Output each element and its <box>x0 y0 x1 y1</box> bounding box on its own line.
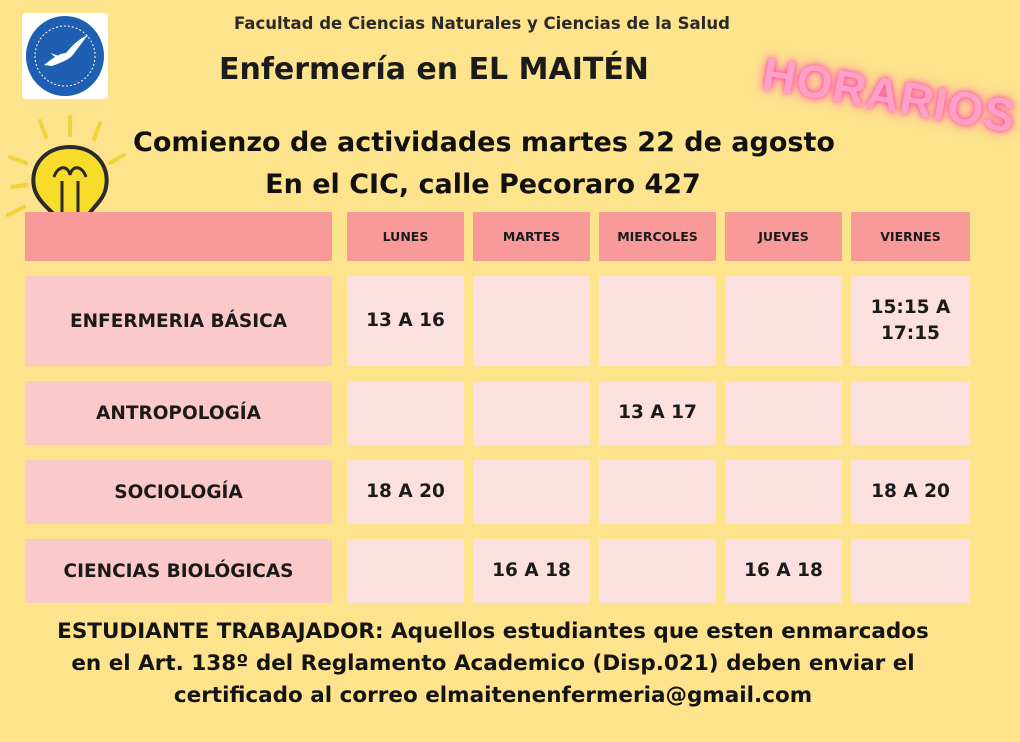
schedule-cell <box>599 276 716 366</box>
faculty-name: Facultad de Ciencias Naturales y Ciencias de la Salud <box>234 14 730 33</box>
schedule-cell: 15:15 A 17:15 <box>851 276 970 366</box>
schedule-cell <box>725 381 842 445</box>
working-student-notice <box>0 616 986 712</box>
schedule-cell <box>473 460 590 524</box>
schedule-cell: 18 A 20 <box>851 460 970 524</box>
university-logo <box>22 13 108 99</box>
subject-ciencias-biologicas: CIENCIAS BIOLÓGICAS <box>25 539 332 603</box>
subject-enfermeria-basica: ENFERMERIA BÁSICA <box>25 276 332 366</box>
schedule-cell <box>599 460 716 524</box>
subject-sociologia: SOCIOLOGÍA <box>25 460 332 524</box>
bird-icon <box>22 13 108 99</box>
schedule-cell <box>725 460 842 524</box>
day-header-jueves: JUEVES <box>725 212 842 261</box>
schedule-cell <box>473 276 590 366</box>
page-title: Enfermería en EL MAITÉN <box>219 52 649 87</box>
schedule-cell: 13 A 16 <box>347 276 464 366</box>
schedule-cell <box>599 539 716 603</box>
notice-line-2: en el Art. 138º del Reglamento Academico (Disp.021) deben enviar el <box>71 651 915 676</box>
notice-line-3: certificado al correo elmaitenenfermeria@gmail.com <box>173 683 813 708</box>
day-header-lunes: LUNES <box>347 212 464 261</box>
notice-line-1: ESTUDIANTE TRABAJADOR: Aquellos estudiantes que esten enmarcados <box>57 619 929 644</box>
start-date-heading: Comienzo de actividades martes 22 de agosto <box>133 127 835 158</box>
schedule-cell <box>725 276 842 366</box>
day-header-martes: MARTES <box>473 212 590 261</box>
table-corner-cell <box>25 212 332 261</box>
schedule-cell <box>347 381 464 445</box>
subject-antropologia: ANTROPOLOGÍA <box>25 381 332 445</box>
schedule-cell: 16 A 18 <box>473 539 590 603</box>
day-header-miercoles: MIERCOLES <box>599 212 716 261</box>
horarios-neon-badge: HORARIOS <box>758 46 1020 143</box>
location-heading: En el CIC, calle Pecoraro 427 <box>265 169 701 200</box>
day-header-viernes: VIERNES <box>851 212 970 261</box>
schedule-cell <box>347 539 464 603</box>
schedule-cell <box>851 539 970 603</box>
schedule-cell <box>851 381 970 445</box>
schedule-cell: 16 A 18 <box>725 539 842 603</box>
schedule-cell: 13 A 17 <box>599 381 716 445</box>
schedule-cell: 18 A 20 <box>347 460 464 524</box>
schedule-cell <box>473 381 590 445</box>
